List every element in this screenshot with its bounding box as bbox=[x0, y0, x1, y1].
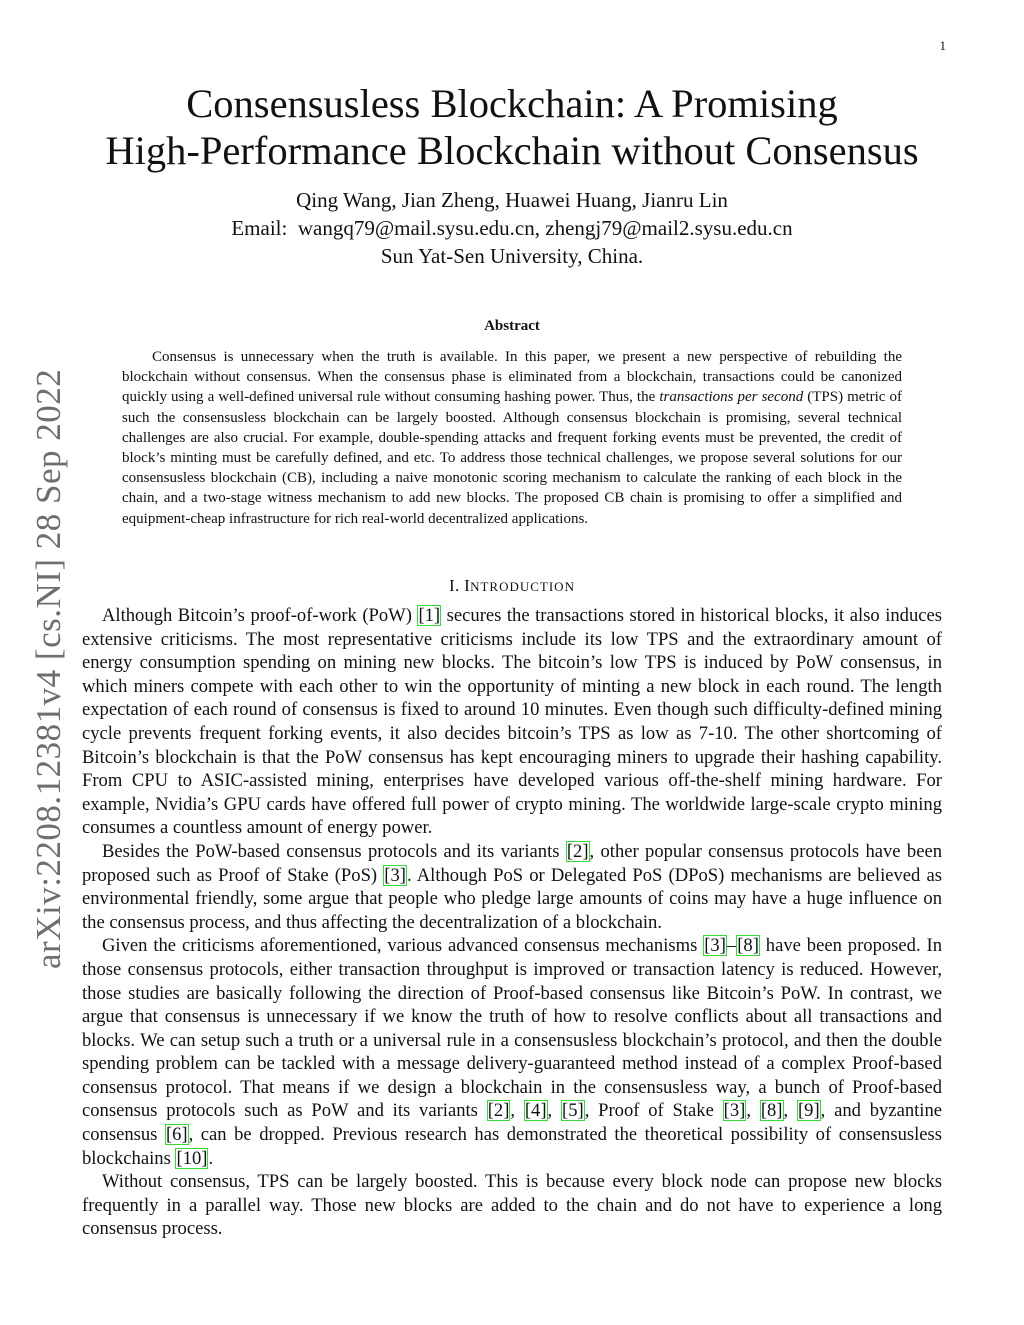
paragraph-1 bbox=[82, 604, 942, 840]
citation-link-3[interactable]: [3] bbox=[704, 935, 726, 957]
citation-link-2[interactable]: [2] bbox=[566, 840, 589, 862]
citation-link-9[interactable]: [9] bbox=[797, 1100, 820, 1122]
paragraph-text: , bbox=[547, 1100, 561, 1122]
abstract-text-part-2: (TPS) metric of such the consensusless blockchain can be largely boosted. Although consensus blockchain is promising, several technical challenges are also crucial. For example, double-spending attacks and frequent forking events must be prevented, the credit of block’s minting must be carefully defined, and etc. To address those technical challenges, we propose several solutions for our consensusless blockchain (CB), including a naive monotonic scoring mechanism to calculate the ranking of each block in the chain, and a two-stage witness mechanism to add new blocks. The proposed CB chain is promising to offer a simplified and equipment-cheap infrastructure for rich real-world decentralized applications. bbox=[122, 389, 902, 527]
paragraph-text: have been proposed. In those consensus protocols, either transaction throughput is improved or transaction latency is reduced. However, those studies are basically following the direction of Proof-based consensus like Bitcoin’s PoW. In contrast, we argue that consensus is unnecessary if we know the truth of how to resolve conflicts about all transactions and blocks. We can setup such a truth or a universal rule in a consensusless blockchain’s protocol, and then the double spending problem can be tackled with a message delivery-guaranteed method instead of a complex Proof-based consensus protocol. That means if we design a blockchain in the consensusless way, a bunch of Proof-based consensus protocols such as PoW and its variants bbox=[82, 935, 942, 1122]
email-line bbox=[82, 214, 942, 242]
citation-link-2[interactable]: [2] bbox=[487, 1100, 510, 1122]
paragraph-text: Besides the PoW-based consensus protocols and its variants bbox=[102, 840, 566, 862]
abstract-emphasis: transactions per second bbox=[659, 389, 804, 406]
citation-link-8[interactable]: [8] bbox=[737, 935, 759, 957]
paragraph-text: , can be dropped. Previous research has demonstrated the theoretical possibility of consensusless blockchains bbox=[82, 1124, 942, 1169]
introduction-body bbox=[82, 604, 942, 1241]
email-label: Email: bbox=[231, 216, 288, 240]
email-addresses[interactable]: wangq79@mail.sysu.edu.cn, zhengj79@mail2.sysu.edu.cn bbox=[297, 216, 793, 240]
affiliation: Sun Yat-Sen University, China. bbox=[380, 244, 644, 268]
paper-title-line-1: Consensusless Blockchain: A Promising bbox=[186, 81, 838, 126]
paragraph-text: secures the transactions stored in historical blocks, it also induces extensive criticisms. The most representative criticisms include its low TPS and the extraordinary amount of energy consumption spending on mining new blocks. The bitcoin’s low TPS is induced by PoW consensus, in which miners compete with each other to win the opportunity of minting a new block in each round. The length expectation of each round of consensus is fixed to around 10 minutes. Even though such difficulty-defined mining cycle prevents frequent forking events, it also decides bitcoin’s TPS as low as 7-10. The other shortcoming of Bitcoin’s blockchain is that the PoW consensus has kept encouraging miners to upgrade their hashing capability. From CPU to ASIC-assisted mining, enterprises have developed various off-the-shelf mining hardware. For example, Nvidia’s GPU cards have offered full power of crypto mining. The worldwide large-scale crypto mining consumes a countless amount of energy power. bbox=[82, 605, 942, 839]
paragraph-text: Without consensus, TPS can be largely boosted. This is because every block node can propose new blocks frequently in a parallel way. Those new blocks are added to the chain and do not have to experience a long consensus process. bbox=[82, 1171, 942, 1240]
section-numeral: I. bbox=[449, 576, 460, 595]
arxiv-identifier-stamp: arXiv:2208.12381v4 [cs.NI] 28 Sep 2022 bbox=[29, 368, 68, 969]
paragraph-text: Although Bitcoin’s proof-of-work (PoW) bbox=[102, 605, 418, 626]
citation-link-8[interactable]: [8] bbox=[760, 1100, 783, 1122]
abstract-body bbox=[122, 347, 902, 529]
paragraph-text: , other popular consensus protocols have been proposed such as Proof of Stake (PoS) bbox=[82, 840, 942, 886]
citation-link-1[interactable]: [1] bbox=[418, 605, 441, 626]
paragraph-3 bbox=[82, 934, 942, 1170]
paragraph-text: Given the criticisms aforementioned, various advanced consensus mechanisms bbox=[102, 935, 704, 957]
paragraph-text: , bbox=[783, 1100, 797, 1122]
title-block bbox=[82, 80, 942, 270]
author-list: Qing Wang, Jian Zheng, Huawei Huang, Jianru Lin bbox=[296, 188, 728, 212]
paragraph-text: – bbox=[726, 935, 737, 957]
paragraph-2 bbox=[82, 840, 942, 934]
paragraph-text: , Proof of Stake bbox=[584, 1100, 723, 1122]
section-heading-introduction bbox=[82, 576, 942, 596]
section-title-rest: NTRODUCTION bbox=[470, 579, 575, 594]
paragraph-text: , bbox=[746, 1100, 760, 1122]
citation-link-10[interactable]: [10] bbox=[176, 1147, 208, 1169]
citation-link-3[interactable]: [3] bbox=[723, 1100, 746, 1122]
citation-link-4[interactable]: [4] bbox=[524, 1100, 547, 1122]
citation-link-6[interactable]: [6] bbox=[165, 1124, 188, 1146]
citation-link-5[interactable]: [5] bbox=[562, 1100, 584, 1122]
paragraph-text: . Although PoS or Delegated PoS (DPoS) mechanisms are believed as environmental friendly, some argue that people who pledge large amounts of coins may have a huge influence on the consensus process, and thus affecting the decentralization of a blockchain. bbox=[82, 864, 942, 933]
paragraph-text: , bbox=[510, 1100, 524, 1122]
abstract-heading: Abstract bbox=[484, 318, 540, 334]
citation-link-3[interactable]: [3] bbox=[384, 864, 406, 886]
section-title-initial: I bbox=[464, 576, 471, 595]
paragraph-4 bbox=[82, 1170, 942, 1241]
abstract-text-part-1: Consensus is unnecessary when the truth is available. In this paper, we present a new perspective of rebuilding the blockchain without consensus. When the consensus phase is eliminated from a blockchain, transactions could be canonized quickly using a well-defined universal rule without consuming hashing power. Thus, the bbox=[122, 349, 902, 406]
page-number: 1 bbox=[939, 38, 946, 53]
paper-title-line-2: High-Performance Blockchain without Consensus bbox=[105, 128, 919, 173]
paragraph-text: . bbox=[208, 1147, 214, 1169]
paragraph-text: , and byzantine consensus bbox=[82, 1100, 943, 1146]
